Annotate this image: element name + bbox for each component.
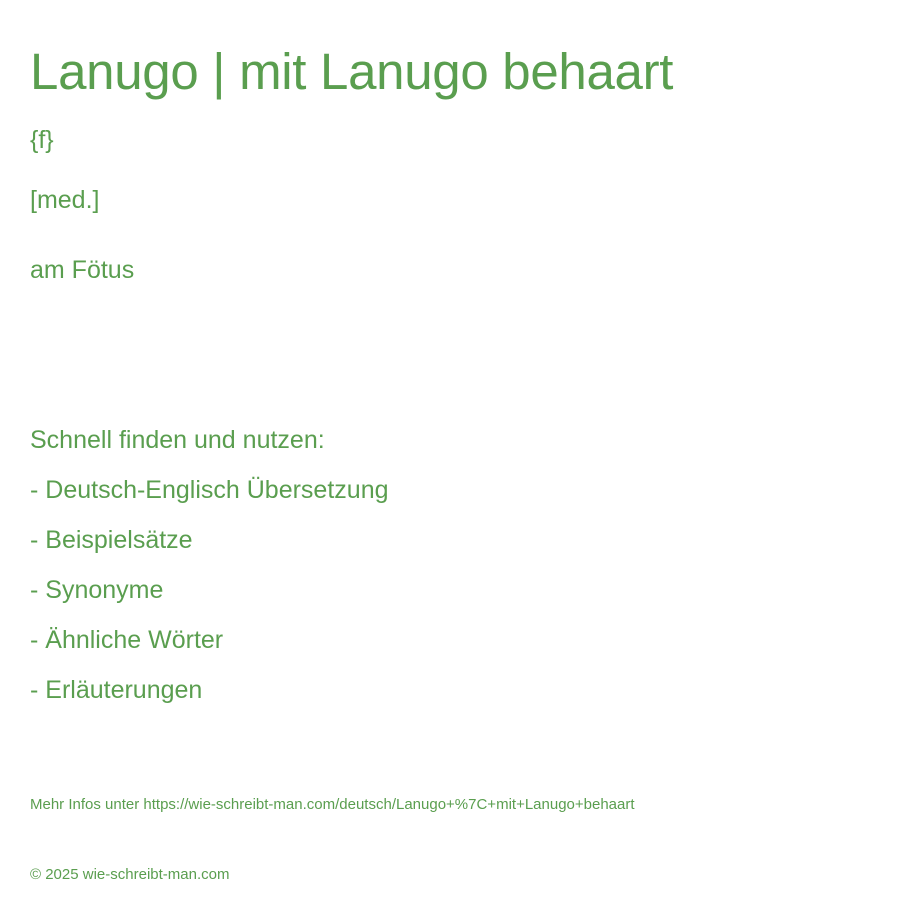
- promo-item-translation: - Deutsch-Englisch Übersetzung: [30, 476, 389, 504]
- copyright-notice: © 2025 wie-schreibt-man.com: [30, 866, 230, 883]
- more-info-link[interactable]: Mehr Infos unter https://wie-schreibt-man.com/deutsch/Lanugo+%7C+mit+Lanugo+behaart: [30, 796, 635, 813]
- promo-item-explanations: - Erläuterungen: [30, 676, 203, 704]
- gender-label: {f}: [30, 126, 54, 154]
- promo-item-example-sentences: - Beispielsätze: [30, 526, 193, 554]
- promo-item-synonyms: - Synonyme: [30, 576, 164, 604]
- usage-note: am Fötus: [30, 256, 135, 284]
- promo-list: [30, 474, 389, 724]
- subject-label: [med.]: [30, 186, 100, 214]
- promo-item-similar-words: - Ähnliche Wörter: [30, 626, 224, 654]
- promo-heading: Schnell finden und nutzen:: [30, 426, 325, 454]
- page-title: Lanugo | mit Lanugo behaart: [30, 43, 674, 100]
